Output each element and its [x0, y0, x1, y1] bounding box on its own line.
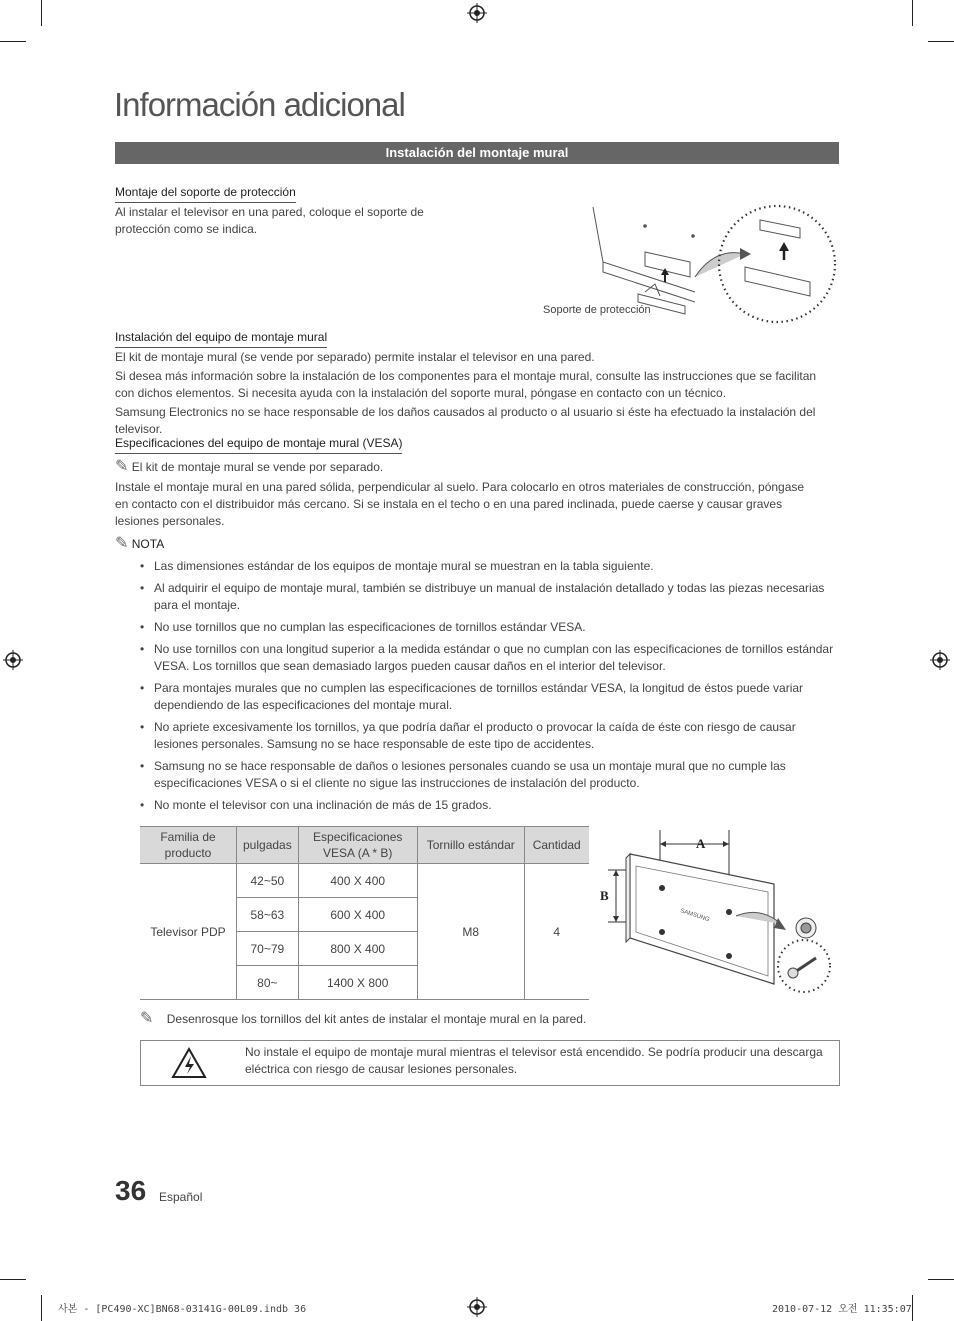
- table-cell-screw: M8: [417, 864, 524, 1000]
- registration-mark-icon: [467, 3, 487, 23]
- nota-label: NOTA: [131, 537, 165, 551]
- note-pencil-icon: ✎: [115, 458, 129, 475]
- dimension-label-a: A: [696, 836, 706, 851]
- table-cell: 58~63: [237, 898, 299, 932]
- registration-mark-icon: [3, 650, 23, 670]
- electric-shock-warning-icon: [171, 1047, 207, 1079]
- crop-mark: [928, 41, 954, 42]
- brand-label: SAMSUNG: [679, 908, 711, 924]
- warning-text: No instale el equipo de montaje mural mientras el televisor está encendido. Se podría producir una descarga eléctrica con riesgo de causar lesiones personales.: [245, 1045, 823, 1076]
- note-kit-sold-separately: El kit de montaje mural se vende por separado.: [131, 460, 384, 474]
- table-header: Tornillo estándar: [417, 827, 524, 864]
- section-heading-protection: Montaje del soporte de protección: [115, 185, 296, 203]
- protection-text: Al instalar el televisor en una pared, coloque el soporte de protección como se indica.: [115, 205, 424, 236]
- crop-mark: [912, 1295, 913, 1321]
- page-number: 36: [115, 1175, 147, 1206]
- install-paragraph-2: Si desea más información sobre la instalación de los componentes para el montaje mural, consulte las instrucciones que se facilitan con dichos elementos. Si necesita ayuda con la instalación del soporte mural, póngase en contacto con un técnico.: [115, 369, 817, 400]
- table-cell: 42~50: [237, 864, 299, 898]
- registration-mark-icon: [930, 650, 950, 670]
- list-item: • Para montajes murales que no cumplen las especificaciones de tornillos estándar VESA, la longitud de éstos puede variar dependiendo de las especificaciones del montaje mural.: [140, 680, 840, 714]
- nota-bullet-list: [140, 558, 840, 819]
- section-heading-vesa: Especificaciones del equipo de montaje mural (VESA): [115, 436, 402, 454]
- table-cell: 80~: [237, 966, 299, 1000]
- warning-box: [140, 1040, 840, 1086]
- table-cell: 400 X 400: [298, 864, 417, 898]
- table-cell: 800 X 400: [298, 932, 417, 966]
- page-language: Español: [159, 1190, 203, 1204]
- note-unscrew: Desenrosque los tornillos del kit antes de instalar el montaje mural en la pared.: [166, 1012, 587, 1026]
- registration-mark-icon: [467, 1297, 487, 1317]
- note-pencil-icon: ✎: [140, 1010, 154, 1027]
- install-paragraph-3: Samsung Electronics no se hace responsable de los daños causados al producto o al usuario si éste ha efectuado la instalación del televisor.: [115, 405, 816, 436]
- table-header: Cantidad: [524, 827, 589, 864]
- table-cell: 70~79: [237, 932, 299, 966]
- list-item: • No use tornillos que no cumplan las especificaciones de tornillos estándar VESA.: [140, 619, 840, 636]
- note-pencil-icon: ✎: [115, 535, 129, 552]
- page-title: Información adicional: [114, 86, 405, 123]
- list-item: • No apriete excesivamente los tornillos, ya que podría dañar el producto o provocar la caída de éste con riesgo de causar lesiones personales. Samsung no se hace responsable de este tipo de accidentes.: [140, 719, 840, 753]
- list-item: • No monte el televisor con una inclinación de más de 15 grados.: [140, 797, 840, 814]
- crop-mark: [41, 1295, 42, 1321]
- crop-mark: [0, 41, 26, 42]
- vesa-paragraph: Instale el montaje mural en una pared sólida, perpendicular al suelo. Para colocarlo en otros materiales de construcción, póngase en contacto con el distribuidor más cercano. Si se instala en el techo o en una pared inclinada, puede caerse y causar graves lesiones personales.: [115, 480, 805, 528]
- table-cell-quantity: 4: [524, 864, 589, 1000]
- table-header: Familia de producto: [140, 827, 237, 864]
- list-item: • Las dimensiones estándar de los equipos de montaje mural se muestran en la tabla siguiente.: [140, 558, 840, 575]
- section-heading-wall-mount-install: Instalación del equipo de montaje mural: [115, 330, 327, 348]
- figure-caption: Soporte de protección: [543, 304, 651, 316]
- crop-mark: [41, 0, 42, 26]
- table-cell: 600 X 400: [298, 898, 417, 932]
- table-row: [140, 864, 589, 898]
- list-item: • Samsung no se hace responsable de daños o lesiones personales cuando se usa un montaje mural que no cumple las especificaciones VESA o si el cliente no sigue las instrucciones de instalación del producto.: [140, 758, 840, 792]
- table-cell: 1400 X 800: [298, 966, 417, 1000]
- vesa-spec-table: [140, 826, 589, 1000]
- table-header: Especificaciones VESA (A * B): [298, 827, 417, 864]
- list-item: • Al adquirir el equipo de montaje mural, también se distribuye un manual de instalación detallado y todas las piezas necesarias para el montaje.: [140, 580, 840, 614]
- dimension-label-b: B: [600, 888, 609, 903]
- footer-timestamp: 2010-07-12 오전 11:35:07: [772, 1304, 912, 1315]
- table-cell-family: Televisor PDP: [140, 864, 237, 1000]
- section-banner: Instalación del montaje mural: [115, 142, 839, 164]
- tv-back-vesa-diagram: [596, 826, 840, 996]
- crop-mark: [928, 1279, 954, 1280]
- crop-mark: [0, 1279, 26, 1280]
- crop-mark: [912, 0, 913, 26]
- install-paragraph-1: El kit de montaje mural (se vende por separado) permite instalar el televisor en una pared.: [115, 350, 595, 364]
- table-header: pulgadas: [237, 827, 299, 864]
- footer-file-slug: 사본 - [PC490-XC]BN68-03141G-00L09.indb 36: [58, 1304, 307, 1315]
- list-item: • No use tornillos con una longitud superior a la medida estándar o que no cumplan con las especificaciones de tornillos estándar VESA. Los tornillos que sean demasiado largos pueden causar daños en el interior del televisor.: [140, 641, 840, 675]
